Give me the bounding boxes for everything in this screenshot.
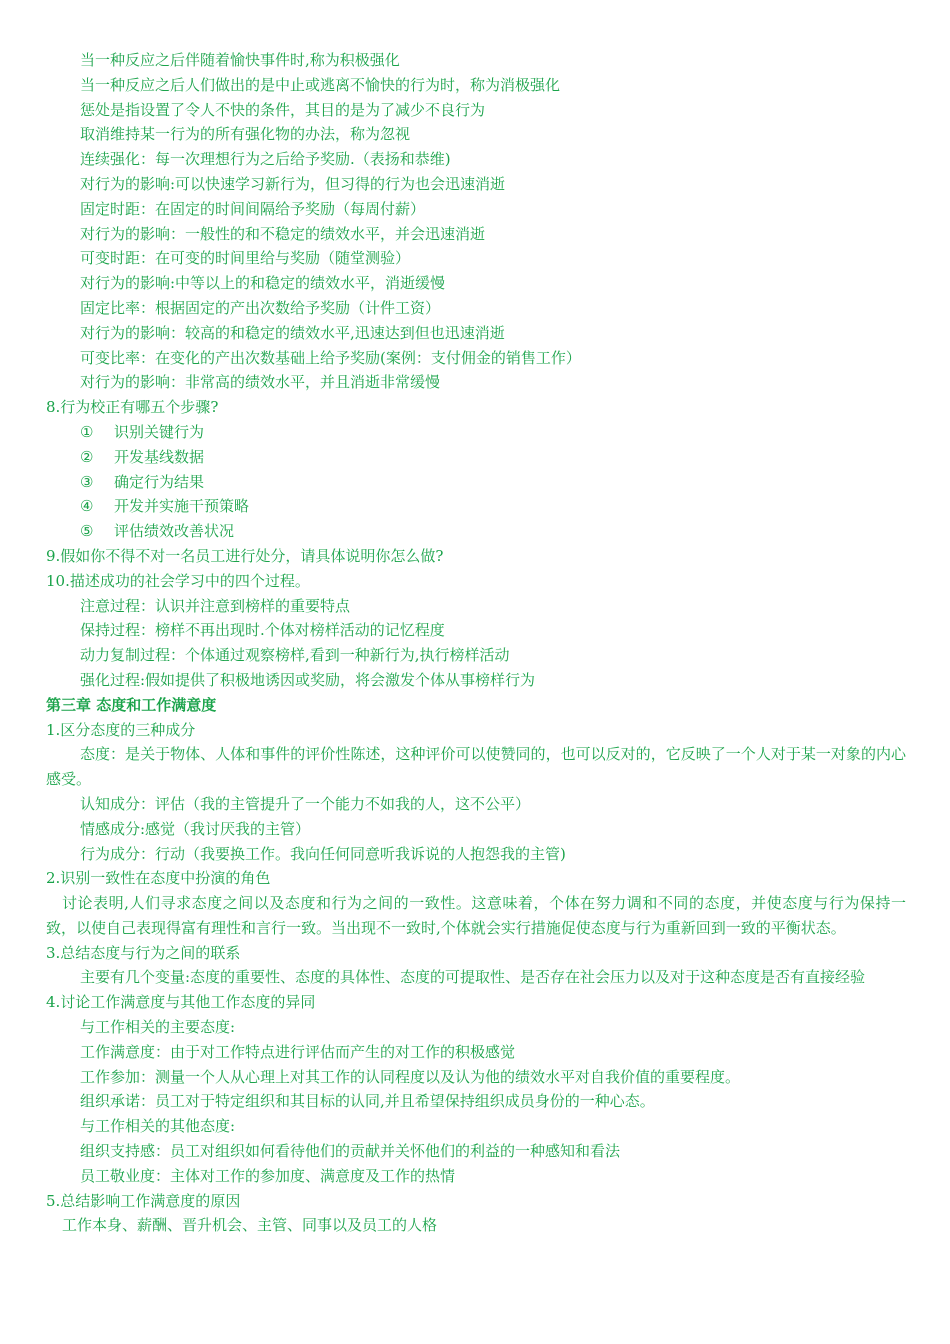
section-title: 1.区分态度的三种成分 xyxy=(46,720,196,739)
text-line: 对行为的影响：一般性的和不稳定的绩效水平，并会迅速消逝 xyxy=(80,224,486,243)
section-title: 4.讨论工作满意度与其他工作态度的异同 xyxy=(46,993,316,1012)
list-item xyxy=(46,494,906,519)
step-text: 确定行为结果 xyxy=(114,472,205,491)
text-line: 行为成分：行动（我要换工作。我向任何同意听我诉说的人抱怨我的主管) xyxy=(80,844,566,863)
text-line: 情感成分:感觉（我讨厌我的主管） xyxy=(80,819,311,838)
step-number: ⑤ xyxy=(80,522,94,541)
step-number: ④ xyxy=(80,497,94,516)
paragraph: 工作本身、薪酬、晋升机会、主管、同事以及员工的人格 xyxy=(62,1216,438,1235)
text-line: 对行为的影响:可以快速学习新行为，但习得的行为也会迅速消逝 xyxy=(80,174,506,193)
text-line: 固定比率：根据固定的产出次数给予奖励（计件工资） xyxy=(80,298,441,317)
text-line: 当一种反应之后人们做出的是中止或逃离不愉快的行为时，称为消极强化 xyxy=(80,75,561,94)
question-9 xyxy=(46,544,906,569)
text-line: 可变比率：在变化的产出次数基础上给予奖励(案例：支付佣金的销售工作） xyxy=(80,348,581,367)
paragraph: 主要有几个变量:态度的重要性、态度的具体性、态度的可提取性、是否存在社会压力以及对于这种态度是否有直接经验 xyxy=(80,968,866,987)
text-line: 保持过程：榜样不再出现时.个体对榜样活动的记忆程度 xyxy=(80,621,445,640)
text-line: 员工敬业度：主体对工作的参加度、满意度及工作的热情 xyxy=(80,1166,456,1185)
text-line: 可变时距：在可变的时间里给与奖励（随堂测验） xyxy=(80,249,411,268)
list-item xyxy=(46,445,906,470)
question-8 xyxy=(46,395,906,544)
step-number: ① xyxy=(80,422,94,441)
text-line: 工作参加：测量一个人从心理上对其工作的认同程度以及认为他的绩效水平对自我价值的重要程度。 xyxy=(80,1067,741,1086)
list-item xyxy=(46,420,906,445)
text-line: 组织支持感：员工对组织如何看待他们的贡献并关怀他们的利益的一种感知和看法 xyxy=(80,1142,621,1161)
text-line: 组织承诺：员工对于特定组织和其目标的认同,并且希望保持组织成员身份的一种心态。 xyxy=(80,1092,655,1111)
text-line: 对行为的影响:中等以上的和稳定的绩效水平，消逝缓慢 xyxy=(80,274,446,293)
question-title: 8.行为校正有哪五个步骤? xyxy=(46,398,219,417)
chapter-3 xyxy=(46,693,906,1239)
text-line: 动力复制过程：个体通过观察榜样,看到一种新行为,执行榜样活动 xyxy=(80,646,510,665)
text-line: 惩处是指设置了令人不快的条件，其目的是为了减少不良行为 xyxy=(80,100,486,119)
question-title: 10.描述成功的社会学习中的四个过程。 xyxy=(46,571,310,590)
text-line: 连续强化：每一次理想行为之后给予奖励.（表扬和恭维) xyxy=(80,150,451,169)
text-line: 对行为的影响：较高的和稳定的绩效水平,迅速达到但也迅速消逝 xyxy=(80,323,505,342)
list-item xyxy=(46,519,906,544)
reinforcement-section xyxy=(46,48,906,395)
text-line: 强化过程:假如提供了积极地诱因或奖励，将会激发个体从事榜样行为 xyxy=(80,670,536,689)
step-text: 识别关键行为 xyxy=(114,422,205,441)
text-line: 与工作相关的主要态度: xyxy=(80,1018,236,1037)
question-title: 9.假如你不得不对一名员工进行处分，请具体说明你怎么做? xyxy=(46,546,444,565)
text-line: 当一种反应之后伴随着愉快事件时,称为积极强化 xyxy=(80,51,400,69)
list-item xyxy=(46,470,906,495)
step-text: 评估绩效改善状况 xyxy=(114,522,235,541)
paragraph: 态度：是关于物体、人体和事件的评价性陈述，这种评价可以使赞同的，也可以反对的，它反映了一个人对于某一对象的内心感受。 xyxy=(46,745,906,789)
text-line: 取消维持某一行为的所有强化物的办法，称为忽视 xyxy=(80,125,411,144)
paragraph: 讨论表明,人们寻求态度之间以及态度和行为之间的一致性。这意味着，个体在努力调和不同的态度，并使态度与行为保持一致，以使自己表现得富有理性和言行一致。当出现不一致时,个体就会实行措施促使态度与行为重新回到一致的平衡状态。 xyxy=(46,894,906,937)
text-line: 与工作相关的其他态度: xyxy=(80,1117,236,1136)
text-line: 对行为的影响：非常高的绩效水平，并且消逝非常缓慢 xyxy=(80,373,441,392)
text-line: 工作满意度：由于对工作特点进行评估而产生的对工作的积极感觉 xyxy=(80,1042,516,1061)
step-text: 开发并实施干预策略 xyxy=(114,497,250,516)
step-number: ② xyxy=(80,447,94,466)
text-line: 认知成分：评估（我的主管提升了一个能力不如我的人，这不公平） xyxy=(80,794,531,813)
step-number: ③ xyxy=(80,472,94,491)
text-line: 固定时距：在固定的时间间隔给予奖励（每周付薪） xyxy=(80,199,426,218)
section-title: 3.总结态度与行为之间的联系 xyxy=(46,943,241,962)
chapter-title: 第三章 态度和工作满意度 xyxy=(46,695,217,714)
section-title: 2.识别一致性在态度中扮演的角色 xyxy=(46,869,271,888)
question-10 xyxy=(46,569,906,693)
step-text: 开发基线数据 xyxy=(114,447,205,466)
section-title: 5.总结影响工作满意度的原因 xyxy=(46,1191,241,1210)
text-line: 注意过程：认识并注意到榜样的重要特点 xyxy=(80,596,351,615)
